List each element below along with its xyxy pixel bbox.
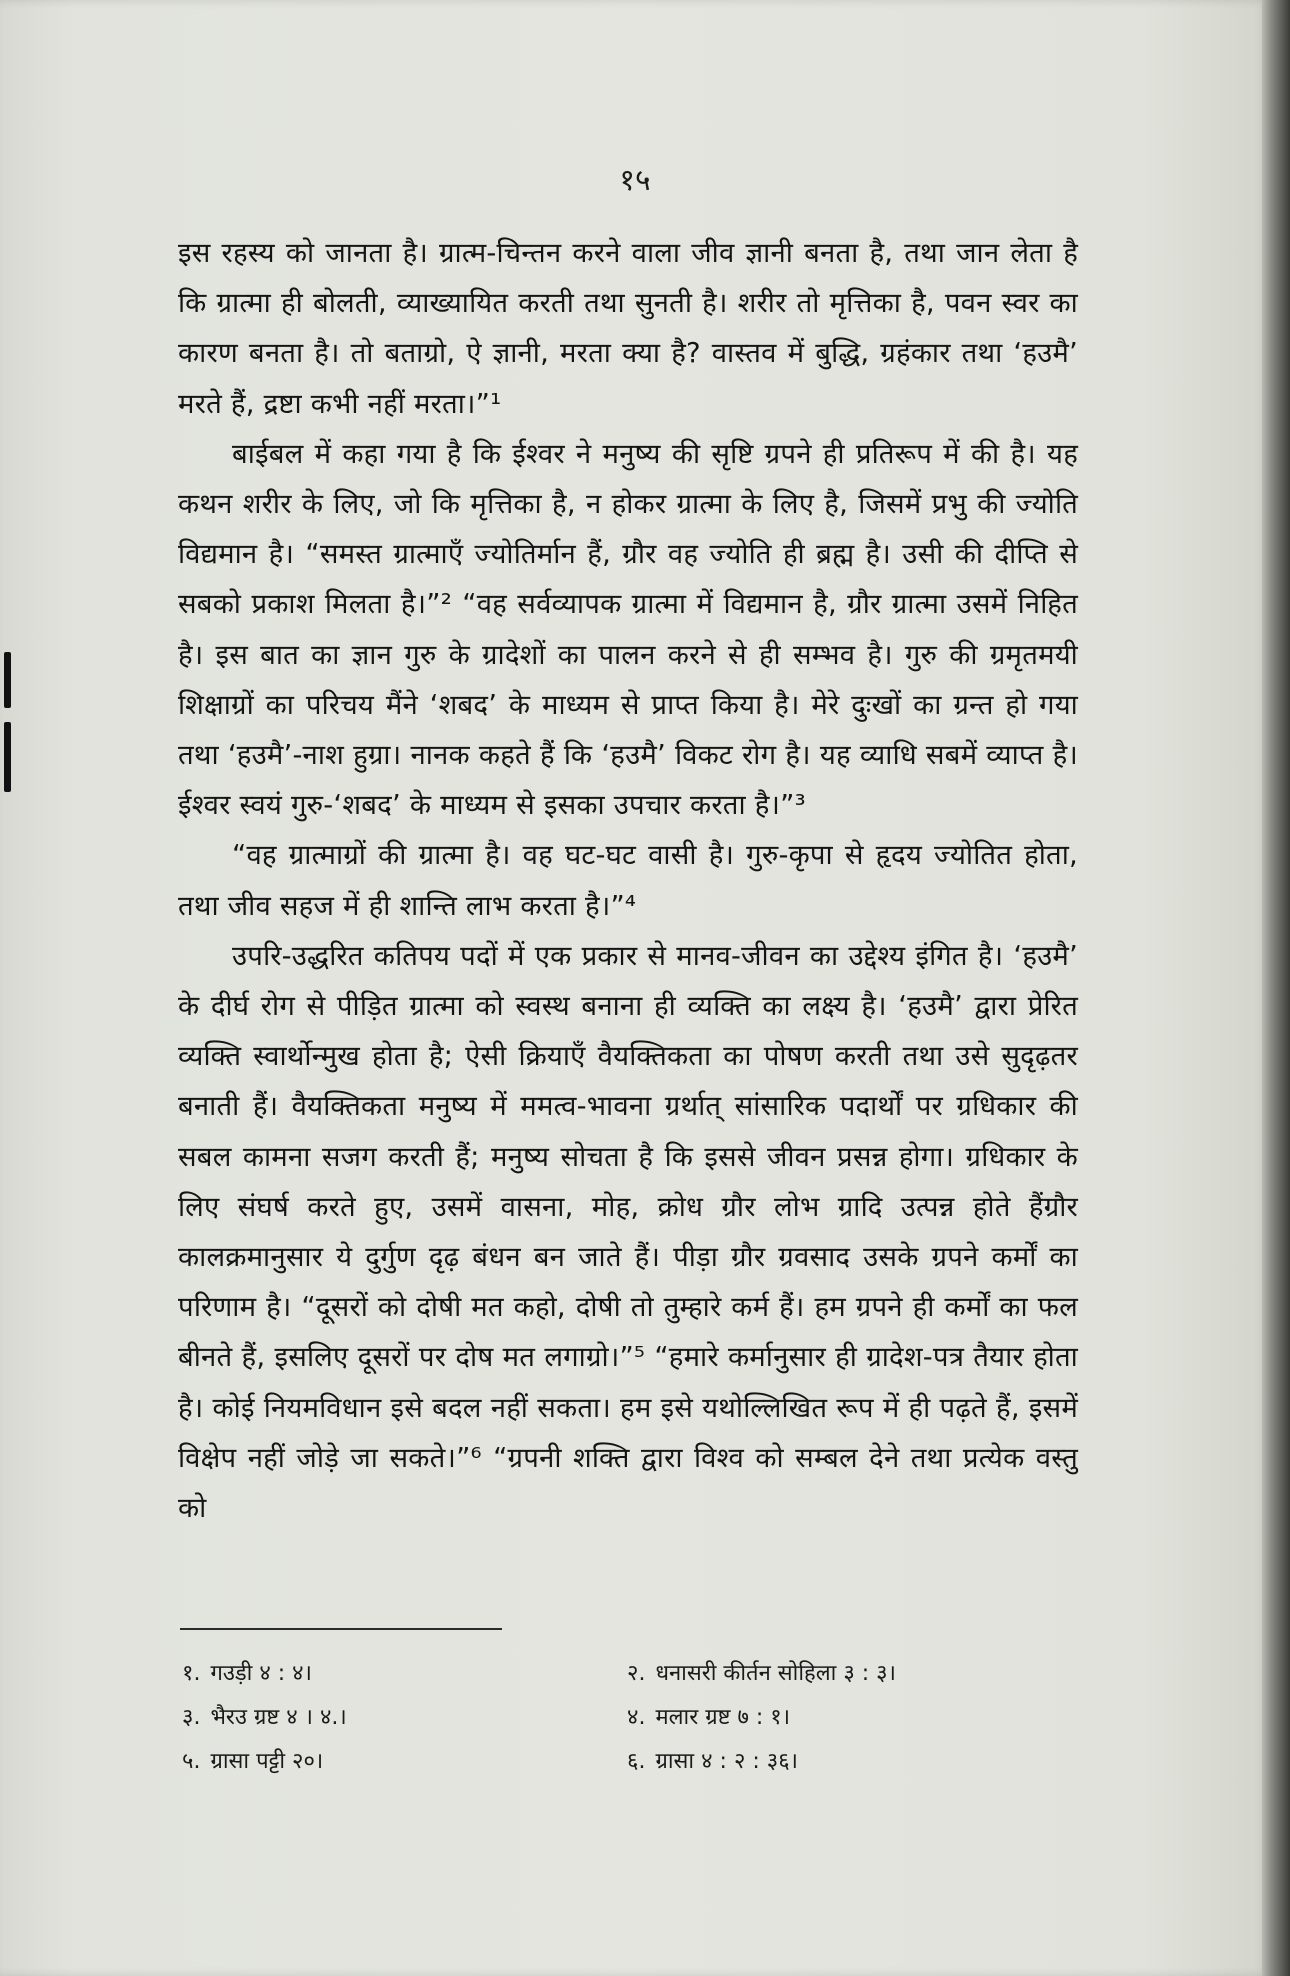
paragraph-3: “वह ग्रात्माग्रों की ग्रात्मा है। वह घट-घट वासी है। गुरु-कृपा से हृदय ज्योतित होता, तथा जीव सहज में ही शान्ति लाभ करता है।”⁴ [178, 839, 1078, 922]
body-text [178, 228, 1078, 1533]
footnote-3 [182, 1696, 347, 1740]
footnote-text: मलार ग्रष्ट ७ : १। [655, 1705, 791, 1730]
footnote-text: ग्रासा ४ : २ : ३६। [655, 1749, 799, 1774]
paragraph-2: बाईबल में कहा गया है कि ईश्वर ने मनुष्य की सृष्टि ग्रपने ही प्रतिरूप में की है। यह कथन शरीर के लिए, जो कि मृत्तिका है, न होकर ग्रात्मा के लिए है, जिसमें प्रभु की ज्योति विद्यमान है। “समस्त ग्रात्माएँ ज्योतिर्मान हैं, ग्रौर वह ज्योति ही ब्रह्म है। उसी की दीप्ति से सबको प्रकाश मिलता है।”² “वह सर्वव्यापक ग्रात्मा में विद्यमान है, ग्रौर ग्रात्मा उसमें निहित है। इस बात का ज्ञान गुरु के ग्रादेशों का पालन करने से ही सम्भव है। गुरु की ग्रमृतमयी शिक्षाग्रों का परिचय मैंने ‘शबद’ के माध्यम से प्राप्त किया है। मेरे दुःखों का ग्रन्त हो गया तथा ‘हउमै’-नाश हुग्रा। नानक कहते हैं कि ‘हउमै’ विकट रोग है। यह व्याधि सबमें व्याप्त है। ईश्वर स्वयं गुरु-‘शबद’ के माध्यम से इसका उपचार करता है।”³ [178, 437, 1078, 822]
footnote-text: धनासरी कीर्तन सोहिला ३ : ३। [655, 1661, 896, 1686]
footnote-4 [627, 1696, 896, 1740]
footnote-number: ४. [627, 1705, 646, 1730]
footnote-number: २. [627, 1661, 646, 1686]
footnote-2 [627, 1652, 896, 1696]
footnote-number: १. [182, 1661, 201, 1686]
footnote-text: ग्रासा पट्टी २०। [210, 1749, 324, 1774]
page-edge-shadow [1262, 0, 1290, 1976]
footnote-number: ६. [627, 1749, 646, 1774]
footnote-text: भैरउ ग्रष्ट ४ । ४.। [210, 1705, 347, 1730]
footnote-6 [627, 1740, 896, 1784]
paragraph-4: उपरि-उद्धरित कतिपय पदों में एक प्रकार से मानव-जीवन का उद्देश्य इंगित है। ‘हउमै’ के दीर्घ रोग से पीड़ित ग्रात्मा को स्वस्थ बनाना ही व्यक्ति का लक्ष्य है। ‘हउमै’ द्वारा प्रेरित व्यक्ति स्वार्थोन्मुख होता है; ऐसी क्रियाएँ वैयक्तिकता का पोषण करती तथा उसे सुदृढ़तर बनाती हैं। वैयक्तिकता मनुष्य में ममत्व-भावना ग्रर्थात् सांसारिक पदार्थों पर ग्रधिकार की सबल कामना सजग करती हैं; मनुष्य सोचता है कि इससे जीवन प्रसन्न होगा। ग्रधिकार के लिए संघर्ष करते हुए, उसमें वासना, मोह, क्रोध ग्रौर लोभ ग्रादि उत्पन्न होते हैंग्रौर कालक्रमानुसार ये दुर्गुण दृढ़ बंधन बन जाते हैं। पीड़ा ग्रौर ग्रवसाद उसके ग्रपने कर्मों का परिणाम है। “दूसरों को दोषी मत कहो, दोषी तो तुम्हारे कर्म हैं। हम ग्रपने ही कर्मों का फल बीनते हैं, इसलिए दूसरों पर दोष मत लगाग्रो।”⁵ “हमारे कर्मानुसार ही ग्रादेश-पत्र तैयार होता है। कोई नियमविधान इसे बदल नहीं सकता। हम इसे यथोल्लिखित रूप में ही पढ़ते हैं, इसमें विक्षेप नहीं जोड़े जा सकते।”⁶ “ग्रपनी शक्ति द्वारा विश्व को सम्बल देने तथा प्रत्येक वस्तु को [178, 939, 1078, 1525]
footnotes-left-column [182, 1652, 347, 1784]
footnote-1 [182, 1652, 347, 1696]
footnote-number: ३. [182, 1705, 201, 1730]
footnote-5 [182, 1740, 347, 1784]
footnote-divider [180, 1628, 502, 1630]
binding-mark-lower [4, 722, 11, 792]
footnote-number: ५. [182, 1749, 201, 1774]
footnotes-right-column [627, 1652, 896, 1784]
footnote-text: गउड़ी ४ : ४। [210, 1661, 312, 1686]
paragraph-1: इस रहस्य को जानता है। ग्रात्म-चिन्तन करने वाला जीव ज्ञानी बनता है, तथा जान लेता है कि ग्रात्मा ही बोलती, व्याख्यायित करती तथा सुनती है। शरीर तो मृत्तिका है, पवन स्वर का कारण बनता है। तो बताग्रो, ऐ ज्ञानी, मरता क्या है? वास्तव में बुद्धि, ग्रहंकार तथा ‘हउमै’ मरते हैं, द्रष्टा कभी नहीं मरता।”¹ [178, 237, 1078, 420]
binding-mark-upper [4, 652, 11, 708]
page-number: १५ [619, 163, 651, 198]
